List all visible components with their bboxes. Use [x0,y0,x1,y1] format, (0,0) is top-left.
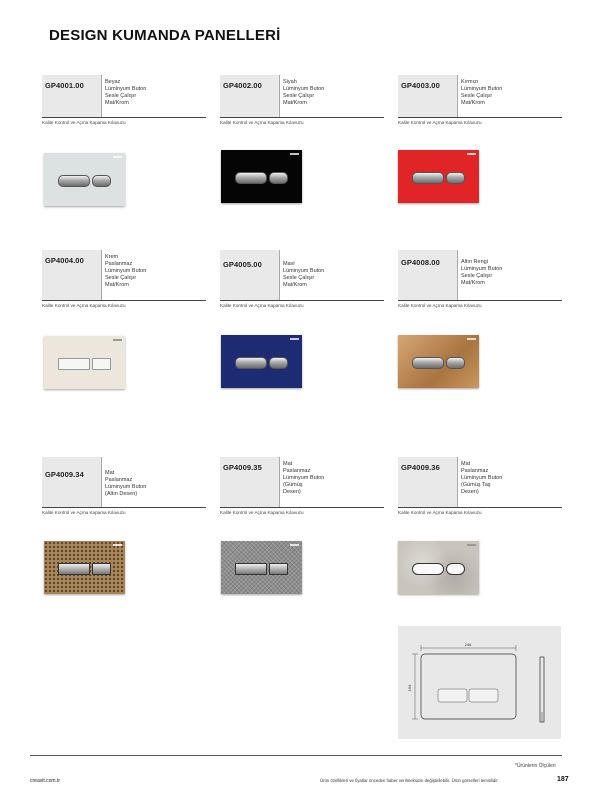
feature-line: Sesle Çalışır [283,275,315,281]
feature-line: Siyah [283,79,297,85]
product-note: Kalite Kontrol ve Açma Kapama Kılavuzu [220,303,304,308]
feature-line: Sesle Çalışır [283,93,315,99]
feature-line: Kırmızı [461,79,479,85]
product-card [398,457,562,515]
product-note: Kalite Kontrol ve Açma Kapama Kılavuzu [398,120,482,125]
product-note: Kalite Kontrol ve Açma Kapama Kılavuzu [42,303,126,308]
disclaimer: Ürün özellikleri ve fiyatlar önceden haber verilmeksizin değiştirilebilir. Ürün görselleri temsilidir. [320,778,499,783]
product-card [220,75,384,125]
product-features [279,75,384,117]
product-card [42,457,206,515]
feature-line: Lüminyum Buton [461,86,503,92]
product-card [398,75,562,125]
product-note: Kalite Kontrol ve Açma Kapama Kılavuzu [220,120,304,125]
feature-line: Sesle Çalışır [105,93,137,99]
feature-line: Paslanmaz [105,477,133,483]
feature-line: (Gümüş [283,482,303,488]
product-features [101,250,206,300]
product-card [42,75,206,125]
product-code: GP4008.00 [398,250,457,300]
feature-line: Lüminyum Buton [283,86,325,92]
product-features [457,75,562,117]
feature-line: Lüminyum Buton [461,266,503,272]
product-code: GP4004.00 [42,250,101,300]
feature-line: Paslanmaz [461,468,489,474]
feature-line: Paslanmaz [283,468,311,474]
product-note: Kalite Kontrol ve Açma Kapama Kılavuzu [398,303,482,308]
product-note: Kalite Kontrol ve Açma Kapama Kılavuzu [220,510,304,515]
product-code: GP4009.36 [398,457,457,507]
product-features [101,75,206,117]
feature-line: Mat/Krom [283,100,307,106]
product-image [221,335,302,388]
product-image [221,150,302,203]
product-image [398,335,479,388]
feature-line: Paslanmaz [105,261,133,267]
footer-note: *Ürünlerin Ölçüleri [515,763,556,769]
feature-line: Lüminyum Buton [283,268,325,274]
feature-line: Beyaz [105,79,121,85]
website-link[interactable]: creavit.com.tr [30,778,61,784]
feature-line: Mat/Krom [461,280,485,286]
product-code: GP4009.35 [220,457,279,507]
width-dimension: 246 [464,642,472,647]
feature-line: Mat [283,461,293,467]
product-code: GP4001.00 [42,75,101,117]
feature-line: Sesle Çalışır [461,273,493,279]
feature-line: Mat [461,461,471,467]
feature-line: (Gümüş Taş [461,482,491,488]
product-note: Kalite Kontrol ve Açma Kapama Kılavuzu [42,510,126,515]
product-features [457,457,562,507]
footer-divider [30,755,562,756]
product-image [398,541,479,594]
product-image [44,153,125,206]
product-note: Kalite Kontrol ve Açma Kapama Kılavuzu [42,120,126,125]
product-image [44,336,125,389]
feature-line: Mavi [283,261,295,267]
product-card [42,250,206,308]
product-card [220,457,384,515]
feature-line: Mat/Krom [105,100,129,106]
feature-line: Mat/Krom [461,100,485,106]
feature-line: Lüminyum Buton [283,475,325,481]
feature-line: Lüminyum Buton [105,268,147,274]
product-code: GP4002.00 [220,75,279,117]
product-features [279,250,384,300]
feature-line: Krem [105,254,119,260]
product-code: GP4009.34 [42,457,101,507]
feature-line: Desen) [461,489,479,495]
feature-line: Mat [105,470,115,476]
feature-line: Sesle Çalışır [461,93,493,99]
technical-drawing [398,626,561,739]
feature-line: Mat/Krom [283,282,307,288]
feature-line: Sesle Çalışır [105,275,137,281]
feature-line: Desen) [283,489,301,495]
height-dimension: 164 [407,684,412,692]
product-card [220,250,384,308]
feature-line: (Altın Desen) [105,491,138,497]
product-code: GP4003.00 [398,75,457,117]
feature-line: Lüminyum Buton [105,86,147,92]
feature-line: Mat/Krom [105,282,129,288]
product-card [398,250,562,308]
product-image [221,541,302,594]
product-image [398,150,479,203]
product-code: GP4005.00 [220,250,279,300]
product-features [457,250,562,300]
product-image [44,541,125,594]
feature-line: Lüminyum Buton [461,475,503,481]
feature-line: Altın Rengi [461,259,488,265]
page-number: 187 [557,776,569,783]
feature-line: Lüminyum Buton [105,484,147,490]
page-title: DESIGN KUMANDA PANELLERİ [49,27,281,44]
product-features [279,457,384,507]
product-features [101,457,206,507]
product-note: Kalite Kontrol ve Açma Kapama Kılavuzu [398,510,482,515]
